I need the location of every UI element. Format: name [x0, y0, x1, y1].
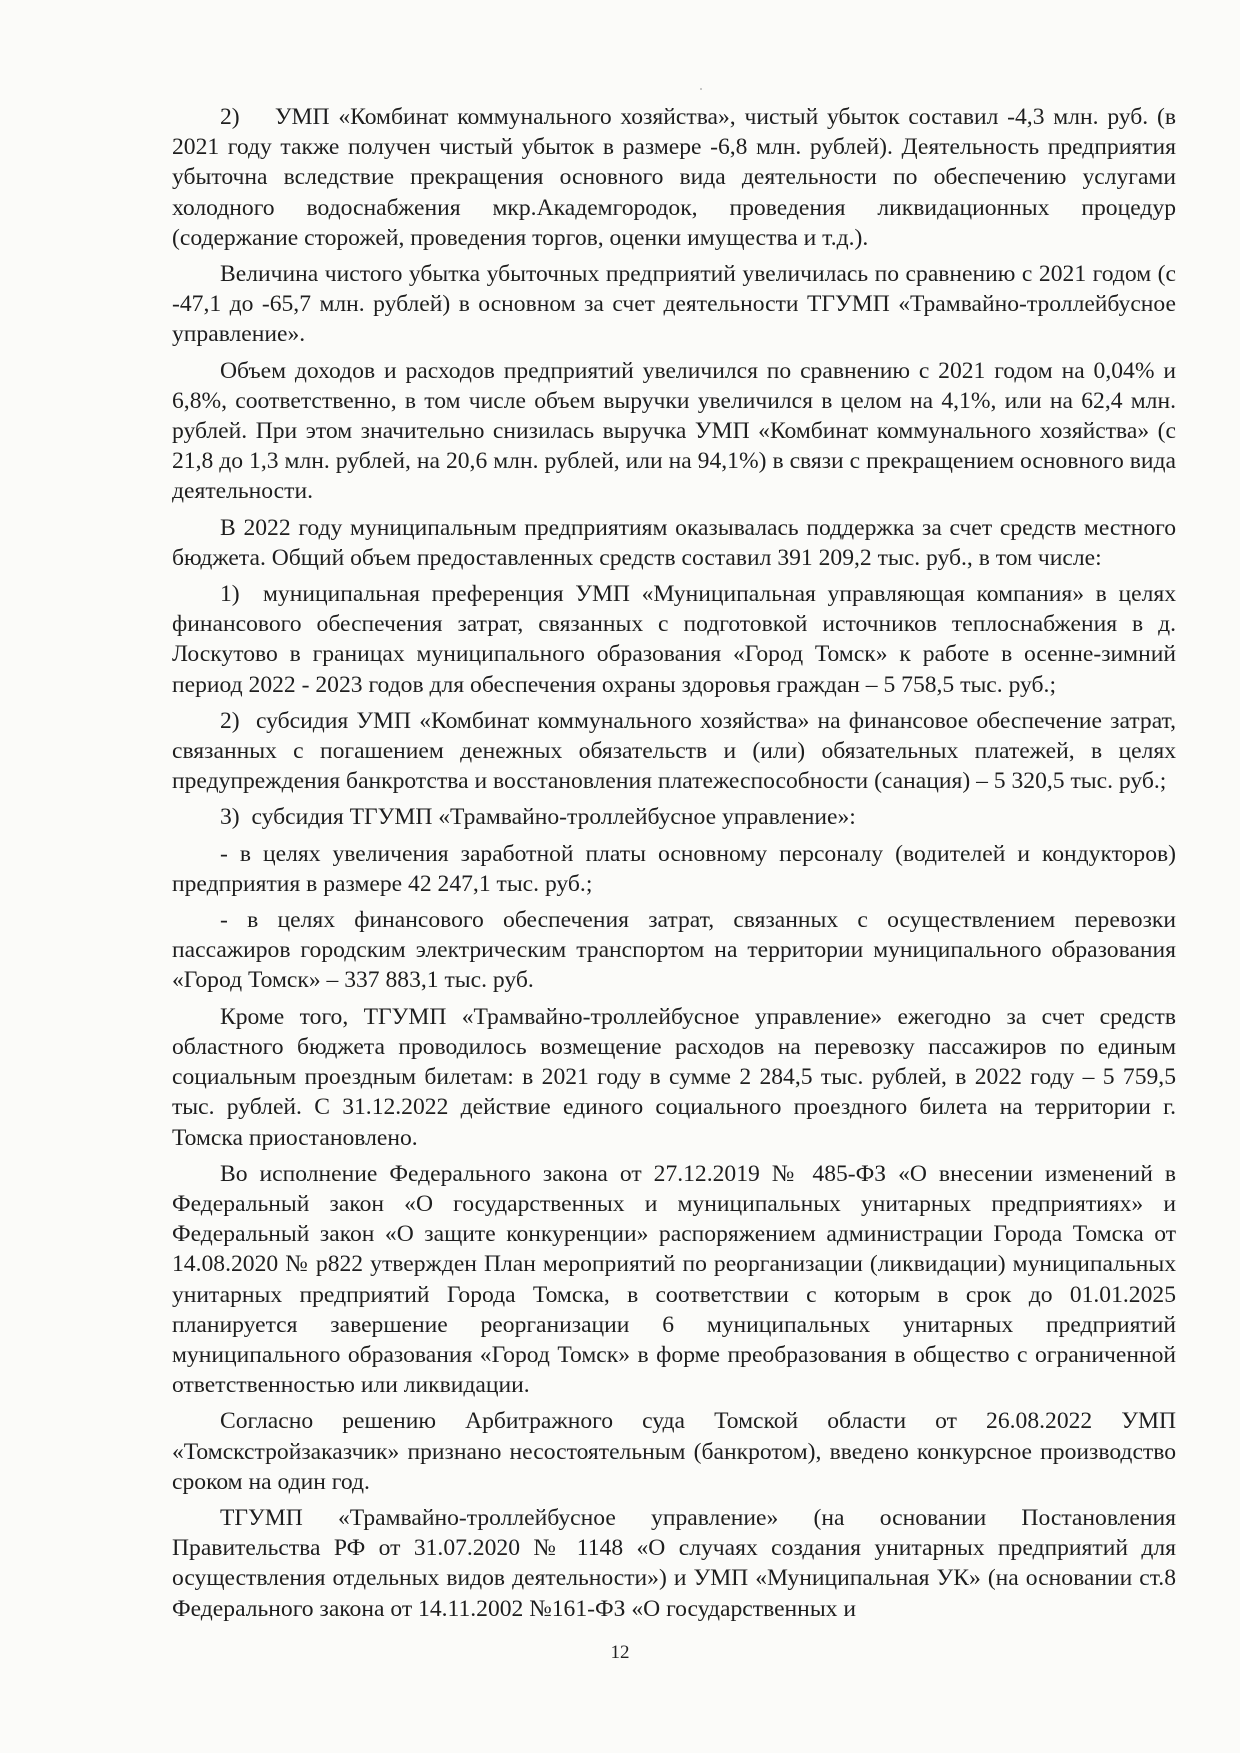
paragraph-social-tickets: Кроме того, ТГУМП «Трамвайно-троллейбусное управление» ежегодно за счет средств областного бюджета проводилось возмещение расходов на перевозку пассажиров по единым социальным проездным билетам: в 2021 году в сумме 2 284,5 тыс. рублей, в 2022 году – 5 759,5 тыс. рублей. С 31.12.2022 действие единого социального проездного билета на территории г. Томска приостановлено.: [172, 1003, 1176, 1151]
list-item-preference: 1) муниципальная преференция УМП «Муниципальная управляющая компания» в целях финансового обеспечения затрат, связанных с подготовкой источников теплоснабжения в д. Лоскутово в границах муниципального образования «Город Томск» к работе в осенне-зимний период 2022 - 2023 годов для обеспечения охраны здоровья граждан – 5 758,5 тыс. руб.;: [172, 581, 1176, 698]
list-item-tgump-subsidy: 3) субсидия ТГУМП «Трамвайно-троллейбусное управление»:: [220, 804, 856, 831]
paragraph-budget-support: В 2022 году муниципальным предприятиям оказывалась поддержка за счет средств местного бюджета. Общий объем предоставленных средств составил 391 209,2 тыс. руб., в том числе:: [172, 514, 1176, 571]
page-number: 12: [610, 1642, 630, 1663]
paragraph-net-loss-growth: Величина чистого убытка убыточных предприятий увеличилась по сравнению с 2021 годом (с -47,1 до -65,7 млн. рублей) в основном за счет деятельности ТГУМП «Трамвайно-троллейбусное управление».: [172, 261, 1176, 348]
sub-item-transport-costs: - в целях финансового обеспечения затрат, связанных с осуществлением перевозки пассажиров городским электрическим транспортом на территории муниципального образования «Город Томск» – 337 883,1 тыс. руб.: [172, 907, 1176, 994]
sub-item-wages: - в целях увеличения заработной платы основному персоналу (водителей и кондукторов) предприятия в размере 42 247,1 тыс. руб.;: [172, 840, 1176, 897]
paragraph-kkh-loss: 2) УМП «Комбинат коммунального хозяйства», чистый убыток составил -4,3 млн. руб. (в 2021 году также получен чистый убыток в размере -6,8 млн. рублей). Деятельность предприятия убыточна вследствие прекращения основного вида деятельности по обеспечению услугами холодного водоснабжения мкр.Академгородок, проведения ликвидационных процедур (содержание сторожей, проведения торгов, оценки имущества и т.д.).: [172, 104, 1176, 251]
paragraph-bankruptcy: Согласно решению Арбитражного суда Томской области от 26.08.2022 УМП «Томскстройзаказчик» признано несостоятельным (банкротом), введено конкурсное производство сроком на один год.: [172, 1408, 1176, 1495]
paragraph-legal-basis: ТГУМП «Трамвайно-троллейбусное управление» (на основании Постановления Правительства РФ от 31.07.2020 № 1148 «О случаях создания унитарных предприятий для осуществления отдельных видов деятельности») и УМП «Муниципальная УК» (на основании ст.8 Федерального закона от 14.11.2002 №161-ФЗ «О государственных и: [172, 1504, 1176, 1622]
list-item-kkh-subsidy: 2) субсидия УМП «Комбинат коммунального хозяйства» на финансовое обеспечение затрат, связанных с погашением денежных обязательств и (или) обязательных платежей, в целях предупреждения банкротства и восстановления платежеспособности (санация) – 5 320,5 тыс. руб.;: [172, 707, 1176, 795]
paragraph-income-expenses: Объем доходов и расходов предприятий увеличился по сравнению с 2021 годом на 0,04% и 6,8%, соответственно, в том числе объем выручки увеличился в целом на 4,1%, или на 62,4 млн. рублей. При этом значительно снизилась выручка УМП «Комбинат коммунального хозяйства» (с 21,8 до 1,3 млн. рублей, на 20,6 млн. рублей, или на 94,1%) в связи с прекращением основного вида деятельности.: [172, 357, 1176, 505]
paragraph-reorganization-plan: Во исполнение Федерального закона от 27.12.2019 № 485-ФЗ «О внесении изменений в Федеральный закон «О государственных и муниципальных унитарных предприятиях» и Федеральный закон «О защите конкуренции» распоряжением администрации Города Томска от 14.08.2020 № р822 утвержден План мероприятий по реорганизации (ликвидации) муниципальных унитарных предприятий Города Томска, в соответствии с которым в срок до 01.01.2025 планируется завершение реорганизации 6 муниципальных унитарных предприятий муниципального образования «Город Томск» в форме преобразования в общество с ограниченной ответственностью или ликвидации.: [172, 1160, 1176, 1399]
scan-artifact: [700, 88, 702, 90]
document-body: [172, 102, 1176, 1624]
